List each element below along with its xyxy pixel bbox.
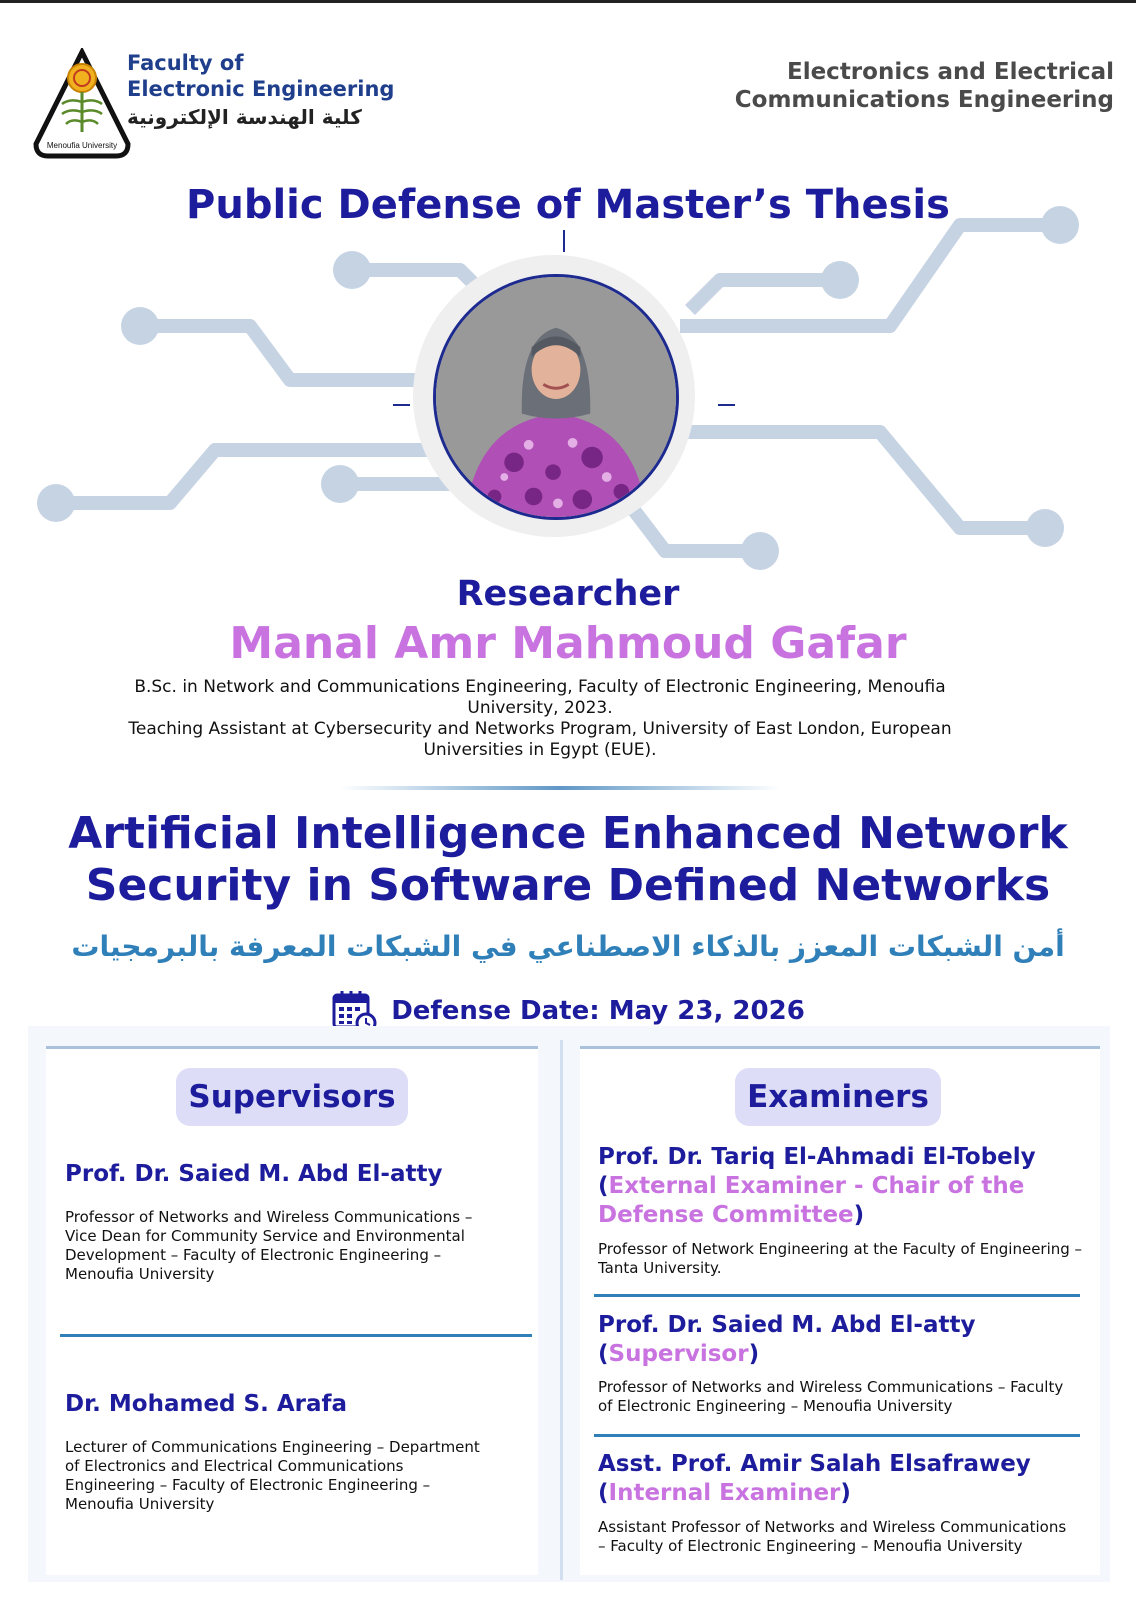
panel-separator (560, 1040, 563, 1580)
supervisor-name: Prof. Dr. Saied M. Abd El-atty (65, 1161, 443, 1187)
examiner-entry (598, 1311, 1098, 1369)
examiner-divider (594, 1294, 1080, 1297)
examiner-desc (598, 1378, 1098, 1416)
desc-line: Vice Dean for Community Service and Environmental (65, 1227, 465, 1245)
department-line1: Electronics and Electrical (786, 59, 1114, 85)
bio-line: B.Sc. in Network and Communications Engineering, Faculty of Electronic Engineering, Menoufia (134, 677, 946, 697)
examiner-entry (598, 1450, 1098, 1508)
examiner-role: (Supervisor) (598, 1341, 760, 1367)
examiners-heading: Examiners (735, 1068, 941, 1126)
desc-line: – Faculty of Electronic Engineering – Menoufia University (598, 1537, 1023, 1555)
examiner-desc (598, 1240, 1098, 1278)
logo-caption: Menoufia University (46, 141, 118, 150)
supervisor-divider (60, 1334, 532, 1337)
researcher-bio (90, 677, 990, 761)
thesis-title-en (0, 808, 1136, 912)
supervisors-heading: Supervisors (176, 1068, 408, 1126)
defense-date: Defense Date: May 23, 2026 (391, 996, 805, 1026)
desc-line: Development – Faculty of Electronic Engineering – (65, 1246, 442, 1264)
role-text: Supervisor (608, 1341, 749, 1367)
role-text: Defense Committee (598, 1202, 854, 1228)
role-text: External Examiner - Chair of the (608, 1173, 1025, 1199)
desc-line: Professor of Networks and Wireless Communications – (65, 1208, 473, 1226)
examiner-role: (Internal Examiner) (598, 1480, 851, 1506)
faculty-logo (32, 48, 132, 160)
desc-line: of Electronic Engineering – Menoufia University (598, 1397, 953, 1415)
researcher-name: Manal Amr Mahmoud Gafar (229, 618, 907, 669)
desc-line: Tanta University. (598, 1259, 722, 1277)
faculty-line2: Electronic Engineering (127, 77, 395, 101)
faculty-name-en (127, 50, 394, 102)
examiner-entry (598, 1143, 1098, 1230)
examiner-name: Asst. Prof. Amir Salah Elsafrawey (598, 1451, 1031, 1477)
top-border (0, 0, 1136, 3)
bio-line: Universities in Egypt (EUE). (423, 740, 657, 760)
bio-line: Teaching Assistant at Cybersecurity and Networks Program, University of East London, European (128, 719, 952, 739)
desc-line: Engineering – Faculty of Electronic Engineering – (65, 1476, 431, 1494)
portrait-image (436, 277, 676, 517)
researcher-photo (433, 274, 679, 520)
bio-line: University, 2023. (467, 698, 613, 718)
supervisor-desc (65, 1438, 535, 1514)
examiner-role-cont: Defense Committee) (598, 1202, 865, 1228)
desc-line: Menoufia University (65, 1265, 215, 1283)
desc-line: Professor of Networks and Wireless Communications – Faculty (598, 1378, 1064, 1396)
examiner-desc (598, 1518, 1098, 1556)
examiner-role: (External Examiner - Chair of the (598, 1173, 1025, 1199)
desc-line: Assistant Professor of Networks and Wireless Communications (598, 1518, 1067, 1536)
examiner-divider (594, 1434, 1080, 1437)
desc-line: Menoufia University (65, 1495, 215, 1513)
examiner-name: Prof. Dr. Saied M. Abd El-atty (598, 1312, 976, 1338)
desc-line: Lecturer of Communications Engineering – Department (65, 1438, 480, 1456)
department-name (694, 58, 1114, 114)
page-title: Public Defense of Master’s Thesis (186, 182, 950, 228)
role-text: Internal Examiner (608, 1480, 841, 1506)
section-divider (340, 786, 780, 790)
thesis-title-line1: Artificial Intelligence Enhanced Network (68, 808, 1068, 859)
desc-line: of Electronics and Electrical Communications (65, 1457, 404, 1475)
faculty-line1: Faculty of (127, 51, 244, 75)
examiner-name: Prof. Dr. Tariq El-Ahmadi El-Tobely (598, 1144, 1036, 1170)
thesis-title-line2: Security in Software Defined Networks (85, 860, 1051, 911)
supervisor-desc (65, 1208, 535, 1284)
thesis-title-ar: أمن الشبكات المعزز بالذكاء الاصطناعي في الشبكات المعرفة بالبرمجيات (71, 930, 1065, 963)
faculty-name-ar: كلية الهندسة الإلكترونية (127, 105, 362, 129)
supervisor-name: Dr. Mohamed S. Arafa (65, 1391, 348, 1417)
desc-line: Professor of Network Engineering at the Faculty of Engineering – (598, 1240, 1083, 1258)
researcher-label: Researcher (456, 574, 680, 614)
department-line2: Communications Engineering (734, 87, 1114, 113)
